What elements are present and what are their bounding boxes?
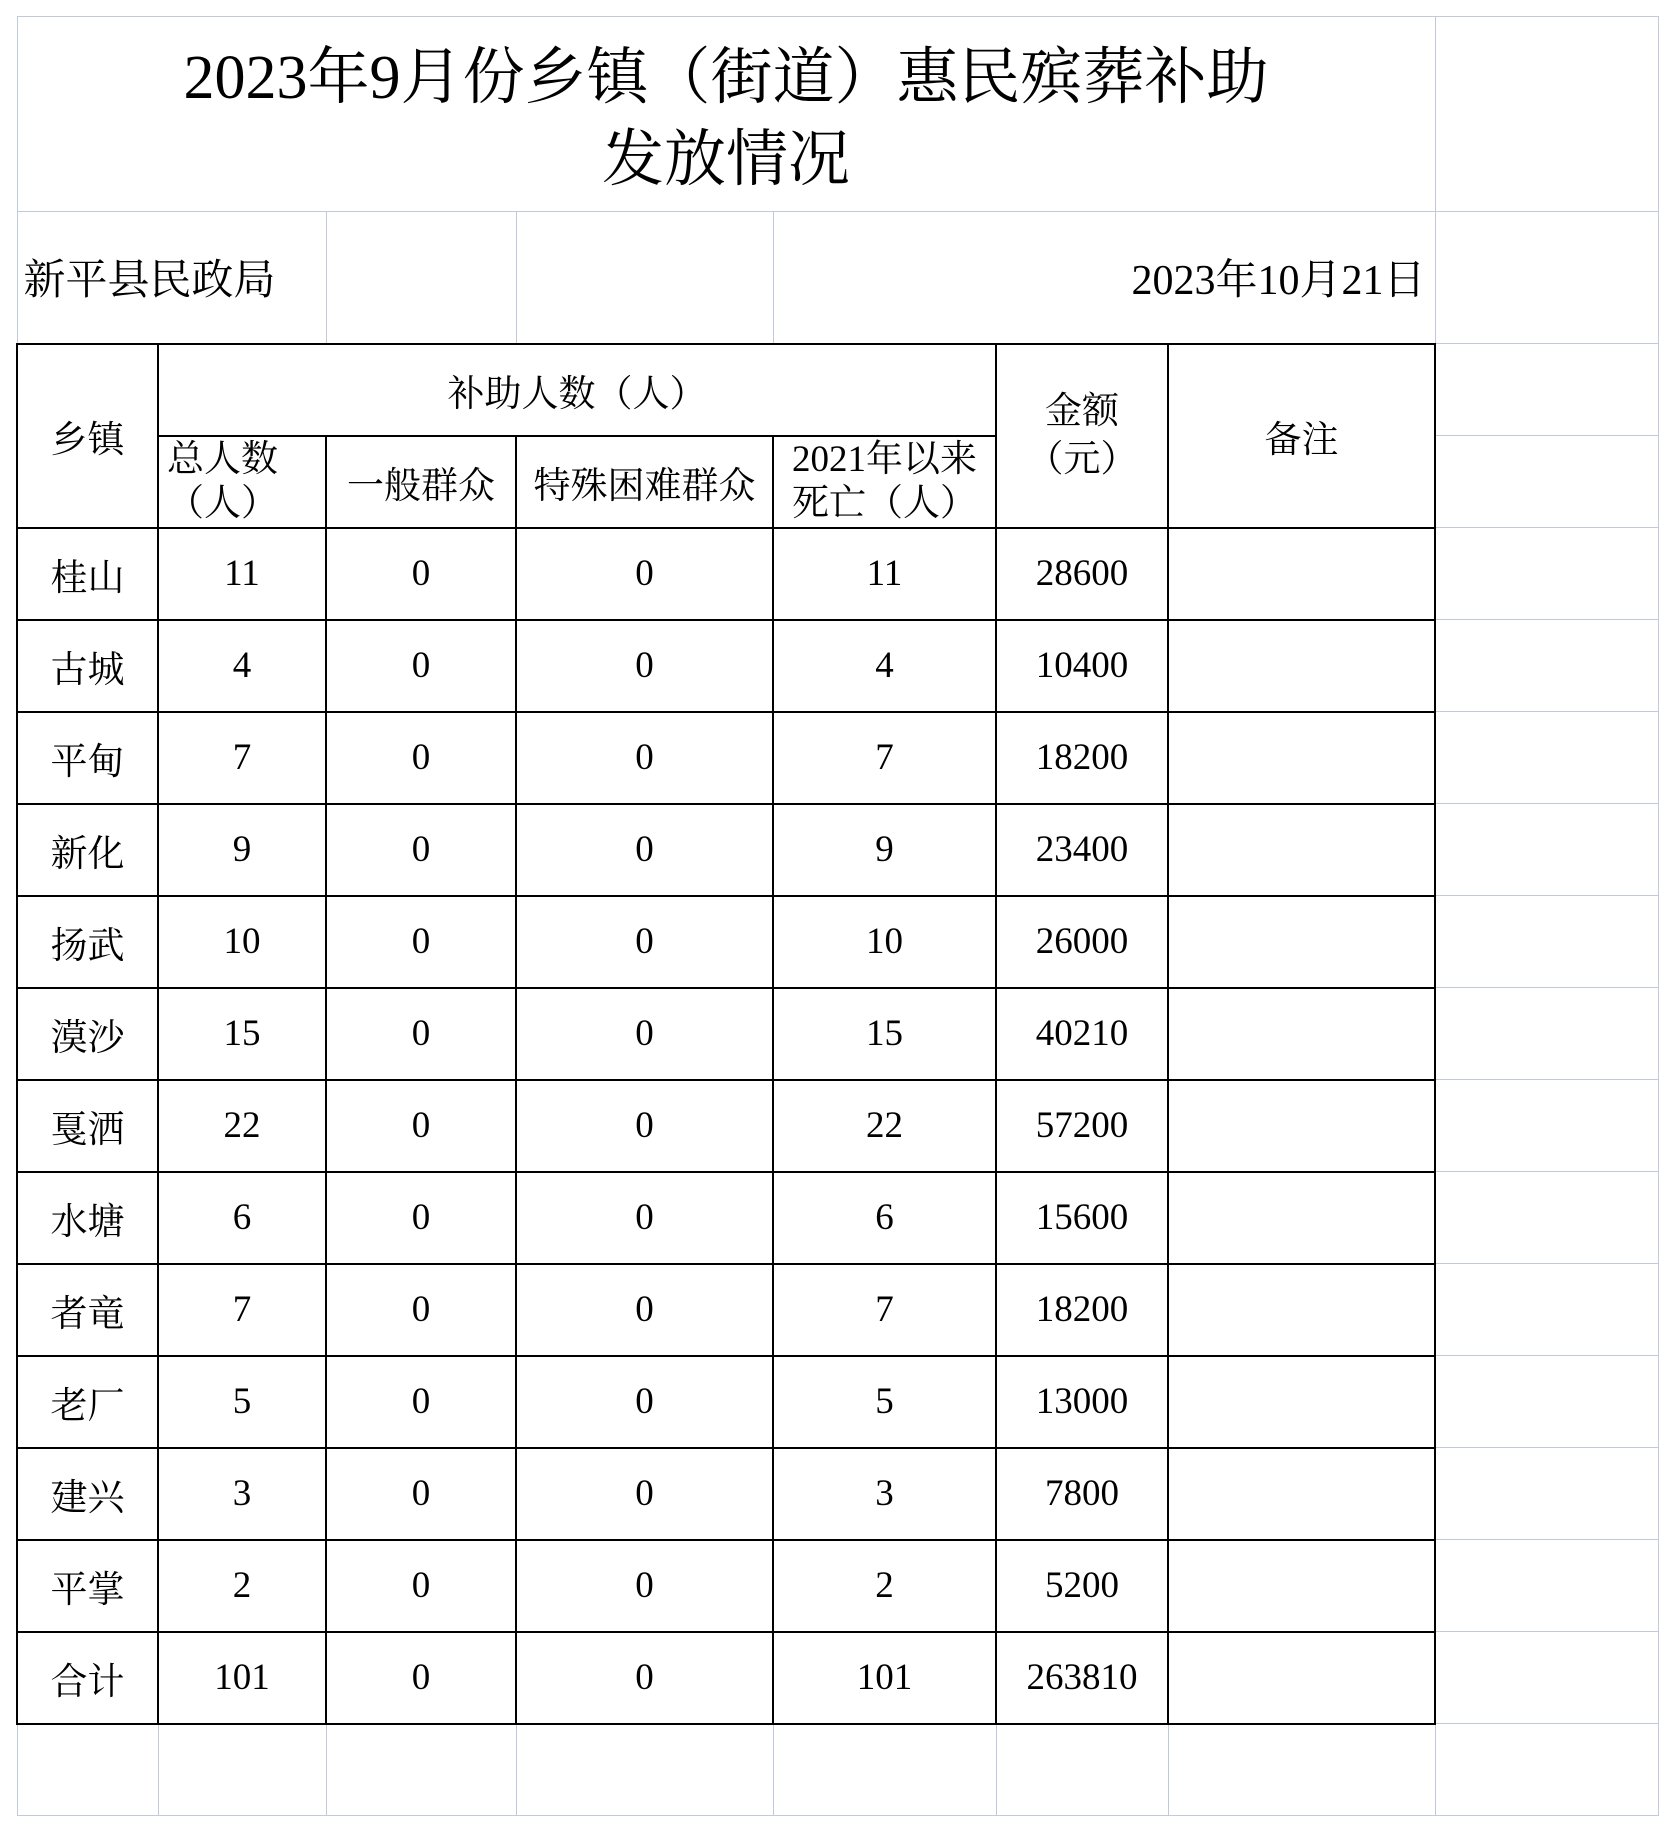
town-cell: 戛洒 <box>17 1080 158 1172</box>
special-hardship-cell: 0 <box>516 1632 773 1724</box>
blank-cell <box>1435 1172 1658 1264</box>
general-public-cell: 0 <box>326 712 516 804</box>
town-cell: 老厂 <box>17 1356 158 1448</box>
special-hardship-cell: 0 <box>516 1356 773 1448</box>
header-town: 乡镇 <box>17 344 158 528</box>
general-public-cell: 0 <box>326 620 516 712</box>
blank-cell <box>1435 17 1658 212</box>
remarks-cell <box>1168 1632 1435 1724</box>
deaths-since-2021-cell: 10 <box>773 896 996 988</box>
amount-cell: 57200 <box>996 1080 1168 1172</box>
blank-cell <box>516 1724 773 1816</box>
amount-cell: 28600 <box>996 528 1168 620</box>
amount-cell: 5200 <box>996 1540 1168 1632</box>
title-row <box>17 17 1658 212</box>
header-total-count: 总人数（人） <box>158 436 326 528</box>
table-row <box>17 988 1658 1080</box>
remarks-cell <box>1168 1080 1435 1172</box>
deaths-since-2021-cell: 2 <box>773 1540 996 1632</box>
header-amount: 金额（元） <box>996 344 1168 528</box>
blank-cell <box>1435 1632 1658 1724</box>
table-row <box>17 528 1658 620</box>
amount-cell: 10400 <box>996 620 1168 712</box>
town-cell: 平甸 <box>17 712 158 804</box>
remarks-cell <box>1168 1540 1435 1632</box>
blank-cell <box>1435 1080 1658 1172</box>
blank-cell <box>1435 1540 1658 1632</box>
general-public-cell: 0 <box>326 1172 516 1264</box>
blank-cell <box>326 1724 516 1816</box>
blank-cell <box>1435 1724 1658 1816</box>
remarks-cell <box>1168 712 1435 804</box>
amount-cell: 263810 <box>996 1632 1168 1724</box>
meta-row <box>17 212 1658 344</box>
date-cell: 2023年10月21日 <box>773 212 1435 344</box>
total-count-cell: 6 <box>158 1172 326 1264</box>
remarks-cell <box>1168 896 1435 988</box>
special-hardship-cell: 0 <box>516 620 773 712</box>
remarks-cell <box>1168 1356 1435 1448</box>
town-cell: 建兴 <box>17 1448 158 1540</box>
total-count-cell: 7 <box>158 1264 326 1356</box>
deaths-since-2021-cell: 3 <box>773 1448 996 1540</box>
amount-cell: 18200 <box>996 1264 1168 1356</box>
special-hardship-cell: 0 <box>516 1448 773 1540</box>
general-public-cell: 0 <box>326 988 516 1080</box>
general-public-cell: 0 <box>326 1264 516 1356</box>
blank-cell <box>1435 344 1658 436</box>
header-deaths-since-2021: 2021年以来死亡（人） <box>773 436 996 528</box>
general-public-cell: 0 <box>326 1632 516 1724</box>
blank-cell <box>1435 804 1658 896</box>
header-special-hardship: 特殊困难群众 <box>516 436 773 528</box>
spreadsheet-grid <box>16 16 1659 1816</box>
table-row <box>17 1540 1658 1632</box>
special-hardship-cell: 0 <box>516 1540 773 1632</box>
general-public-cell: 0 <box>326 1448 516 1540</box>
general-public-cell: 0 <box>326 804 516 896</box>
town-cell: 水塘 <box>17 1172 158 1264</box>
amount-cell: 13000 <box>996 1356 1168 1448</box>
special-hardship-cell: 0 <box>516 1264 773 1356</box>
total-count-cell: 9 <box>158 804 326 896</box>
remarks-cell <box>1168 620 1435 712</box>
special-hardship-cell: 0 <box>516 896 773 988</box>
blank-cell <box>1435 896 1658 988</box>
blank-cell <box>1435 1448 1658 1540</box>
blank-cell <box>326 212 516 344</box>
total-count-cell: 101 <box>158 1632 326 1724</box>
deaths-since-2021-cell: 6 <box>773 1172 996 1264</box>
deaths-since-2021-cell: 11 <box>773 528 996 620</box>
amount-cell: 23400 <box>996 804 1168 896</box>
town-cell: 新化 <box>17 804 158 896</box>
blank-cell <box>1435 1356 1658 1448</box>
total-count-cell: 7 <box>158 712 326 804</box>
blank-cell <box>1435 528 1658 620</box>
table-row <box>17 1448 1658 1540</box>
header-row-1 <box>17 344 1658 436</box>
amount-cell: 15600 <box>996 1172 1168 1264</box>
amount-cell: 26000 <box>996 896 1168 988</box>
deaths-since-2021-cell: 7 <box>773 712 996 804</box>
page-title-line-1: 2023年9月份乡镇（街道）惠民殡葬补助 <box>183 44 1269 112</box>
table-row <box>17 1080 1658 1172</box>
total-label-cell: 合计 <box>17 1632 158 1724</box>
blank-cell <box>996 1724 1168 1816</box>
blank-cell <box>1435 436 1658 528</box>
special-hardship-cell: 0 <box>516 712 773 804</box>
deaths-since-2021-cell: 7 <box>773 1264 996 1356</box>
remarks-cell <box>1168 804 1435 896</box>
total-count-cell: 3 <box>158 1448 326 1540</box>
total-count-cell: 10 <box>158 896 326 988</box>
blank-cell <box>1435 1264 1658 1356</box>
sheet-body <box>17 17 1658 1816</box>
blank-cell <box>1168 1724 1435 1816</box>
blank-cell <box>158 1724 326 1816</box>
total-count-cell: 4 <box>158 620 326 712</box>
blank-cell <box>773 1724 996 1816</box>
special-hardship-cell: 0 <box>516 1172 773 1264</box>
header-subsidy-people: 补助人数（人） <box>158 344 996 436</box>
empty-row <box>17 1724 1658 1816</box>
header-remarks: 备注 <box>1168 344 1435 528</box>
table-row <box>17 1356 1658 1448</box>
general-public-cell: 0 <box>326 1356 516 1448</box>
special-hardship-cell: 0 <box>516 804 773 896</box>
total-count-cell: 5 <box>158 1356 326 1448</box>
remarks-cell <box>1168 1448 1435 1540</box>
amount-cell: 18200 <box>996 712 1168 804</box>
blank-cell <box>1435 712 1658 804</box>
town-cell: 扬武 <box>17 896 158 988</box>
blank-cell <box>17 1724 158 1816</box>
town-cell: 者竜 <box>17 1264 158 1356</box>
page-title-line-2: 发放情况 <box>602 126 851 194</box>
table-row <box>17 620 1658 712</box>
remarks-cell <box>1168 988 1435 1080</box>
deaths-since-2021-cell: 15 <box>773 988 996 1080</box>
blank-cell <box>1435 212 1658 344</box>
header-general-public: 一般群众 <box>326 436 516 528</box>
blank-cell <box>516 212 773 344</box>
blank-cell <box>1435 988 1658 1080</box>
deaths-since-2021-cell: 22 <box>773 1080 996 1172</box>
table-row <box>17 712 1658 804</box>
remarks-cell <box>1168 1172 1435 1264</box>
amount-cell: 7800 <box>996 1448 1168 1540</box>
special-hardship-cell: 0 <box>516 1080 773 1172</box>
special-hardship-cell: 0 <box>516 528 773 620</box>
blank-cell <box>1435 620 1658 712</box>
deaths-since-2021-cell: 4 <box>773 620 996 712</box>
total-count-cell: 11 <box>158 528 326 620</box>
town-cell: 桂山 <box>17 528 158 620</box>
town-cell: 漠沙 <box>17 988 158 1080</box>
general-public-cell: 0 <box>326 528 516 620</box>
table-row <box>17 1172 1658 1264</box>
deaths-since-2021-cell: 5 <box>773 1356 996 1448</box>
table-row <box>17 804 1658 896</box>
special-hardship-cell: 0 <box>516 988 773 1080</box>
deaths-since-2021-cell: 101 <box>773 1632 996 1724</box>
table-row <box>17 896 1658 988</box>
total-count-cell: 2 <box>158 1540 326 1632</box>
total-row <box>17 1632 1658 1724</box>
general-public-cell: 0 <box>326 1080 516 1172</box>
general-public-cell: 0 <box>326 1540 516 1632</box>
remarks-cell <box>1168 1264 1435 1356</box>
amount-cell: 40210 <box>996 988 1168 1080</box>
deaths-since-2021-cell: 9 <box>773 804 996 896</box>
remarks-cell <box>1168 528 1435 620</box>
total-count-cell: 22 <box>158 1080 326 1172</box>
title-cell <box>17 17 1435 212</box>
issuer-cell: 新平县民政局 <box>17 212 326 344</box>
total-count-cell: 15 <box>158 988 326 1080</box>
table-row <box>17 1264 1658 1356</box>
town-cell: 平掌 <box>17 1540 158 1632</box>
general-public-cell: 0 <box>326 896 516 988</box>
town-cell: 古城 <box>17 620 158 712</box>
